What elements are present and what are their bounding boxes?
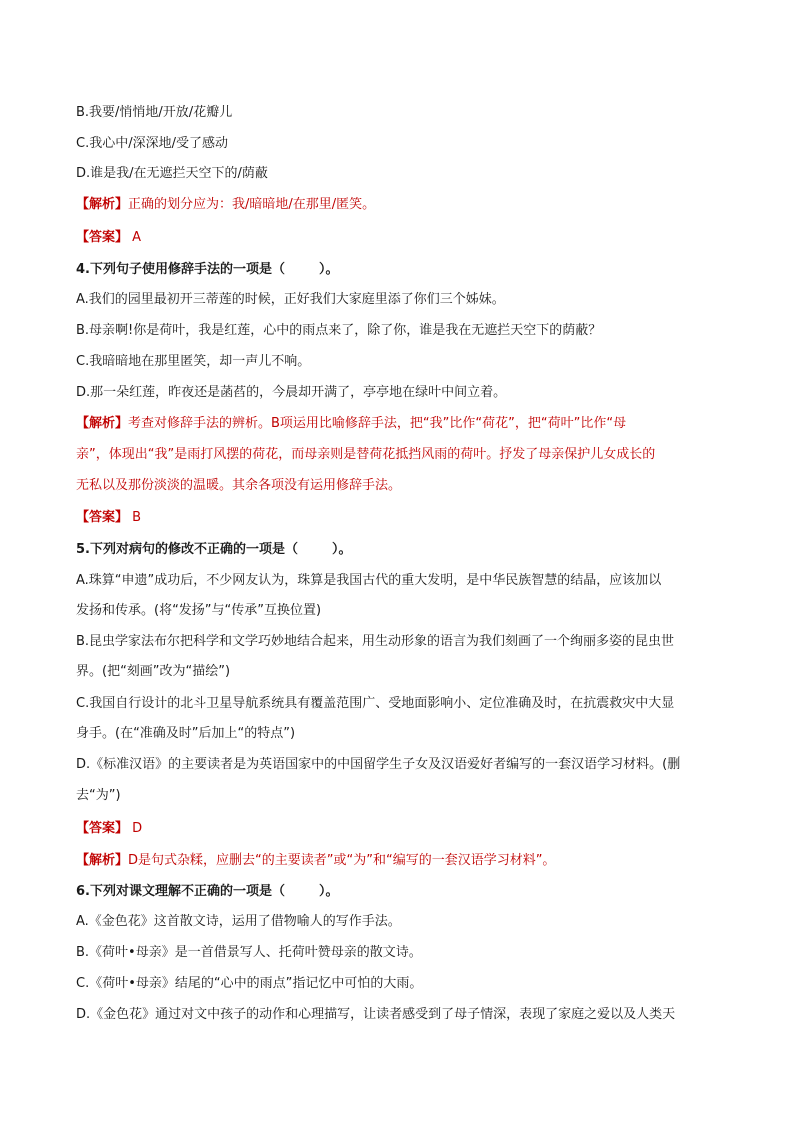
answer-value: D (132, 821, 143, 836)
option-b-text: B.我要/悄悄地/开放/花瓣儿 (76, 105, 233, 120)
analysis-3 (76, 197, 722, 213)
option-a-text-cont: 发扬和传承。(将“发扬”与“传承”互换位置) (76, 603, 322, 618)
option-b-text: B.《荷叶•母亲》是一首借景写人、托荷叶赞母亲的散文诗。 (76, 945, 422, 960)
option-c-text: C.我心中/深深地/受了感动 (76, 136, 228, 151)
analysis-text-line: 亲”，体现出“我”是雨打风摆的荷花，而母亲则是替荷花抵挡风雨的荷叶。抒发了母亲保护儿女成长的 (76, 447, 656, 462)
question-stem: 6.下列对课文理解不正确的一项是（ (76, 884, 285, 899)
option-a-text: A.《金色花》这首散文诗，运用了借物喻人的写作手法。 (76, 914, 401, 929)
option-d-text: D.那一朵红莲，昨夜还是菡萏的，今晨却开满了，亭亭地在绿叶中间立着。 (76, 385, 507, 400)
option-c-text: C.《荷叶•母亲》结尾的“心中的雨点”指记忆中可怕的大雨。 (76, 976, 423, 991)
option-d-text-cont: 去“为”) (76, 788, 121, 803)
option-b-text-cont: 界。(把“刻画”改为“描绘”) (76, 664, 231, 679)
answer-4 (76, 510, 722, 526)
analysis-text: D是句式杂糅，应删去“的主要读者”或“为”和“编写的一套汉语学习材料”。 (128, 853, 556, 868)
analysis-label: 【解析】 (76, 197, 129, 212)
option-d-text: D.谁是我/在无遮拦天空下的/荫蔽 (76, 166, 268, 181)
answer-value: B (132, 510, 142, 525)
answer-label: 【答案】 (76, 510, 129, 525)
answer-label: 【答案】 (76, 821, 129, 836)
question-5 (76, 542, 722, 558)
option-a-text: A.珠算“申遗”成功后，不少网友认为，珠算是我国古代的重大发明，是中华民族智慧的结晶，应该加以 (76, 573, 662, 588)
question-4 (76, 262, 722, 278)
option-c-text: C.我国自行设计的北斗卫星导航系统具有覆盖范围广、受地面影响小、定位准确及时，在抗震救灾中大显 (76, 696, 675, 711)
answer-label: 【答案】 (76, 230, 129, 245)
answer-value: A (132, 230, 142, 245)
question-end: ）。 (318, 262, 339, 277)
analysis-5 (76, 853, 722, 869)
option-c-text: C.我暗暗地在那里匿笑，却一声儿不响。 (76, 354, 311, 369)
question-stem: 5.下列对病句的修改不正确的一项是（ (76, 542, 298, 557)
analysis-text: 正确的划分应为：我/暗暗地/在那里/匿笑。 (128, 197, 376, 212)
option-d-text: D.《金色花》通过对文中孩子的动作和心理描写，让读者感受到了母子情深，表现了家庭之爱以及人类天 (76, 1007, 676, 1022)
option-a-text: A.我们的园里最初开三蒂莲的时候，正好我们大家庭里添了你们三个姊妹。 (76, 292, 505, 307)
option-c-text-cont: 身手。(在“准确及时”后加上“的特点”) (76, 726, 296, 741)
answer-5 (76, 821, 722, 837)
option-d-text: D.《标准汉语》的主要读者是为英语国家中的中国留学生子女及汉语爱好者编写的一套汉语学习材料。(删 (76, 757, 681, 772)
question-end: ）。 (331, 542, 352, 557)
question-end: ）。 (318, 884, 339, 899)
analysis-text: 考查对修辞手法的辨析。B项运用比喻修辞手法，把“我”比作“荷花”，把“荷叶”比作“母 (128, 416, 627, 431)
question-stem: 4.下列句子使用修辞手法的一项是（ (76, 262, 285, 277)
option-b-text: B.昆虫学家法布尔把科学和文学巧妙地结合起来，用生动形象的语言为我们刻画了一个绚丽多姿的昆虫世 (76, 634, 675, 649)
option-b-text: B.母亲啊!你是荷叶，我是红莲，心中的雨点来了，除了你，谁是我在无遮拦天空下的荫蔽？ (76, 323, 602, 338)
analysis-label: 【解析】 (76, 416, 129, 431)
answer-3 (76, 230, 722, 246)
analysis-label: 【解析】 (76, 853, 129, 868)
analysis-4 (76, 416, 722, 432)
analysis-text-line: 无私以及那份淡淡的温暖。其余各项没有运用修辞手法。 (76, 478, 402, 493)
question-6 (76, 884, 722, 900)
